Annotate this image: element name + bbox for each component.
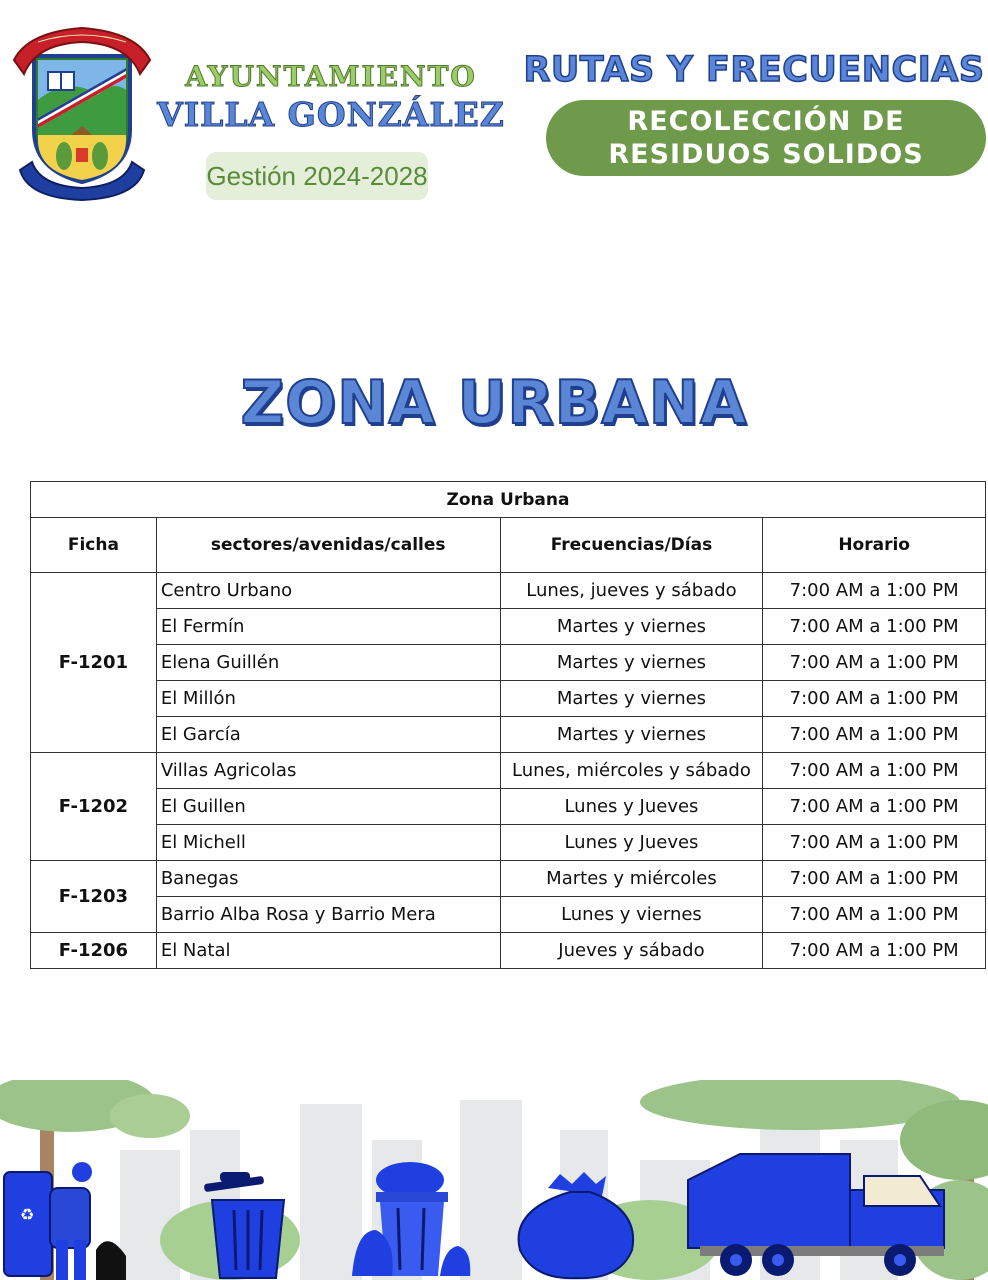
- frecuencia-cell: Lunes y viernes: [500, 897, 763, 933]
- table-row: [31, 573, 986, 609]
- table-row: [31, 753, 986, 789]
- servicio-line-2: RESIDUOS SOLIDOS: [608, 139, 924, 170]
- frecuencia-cell: Lunes, miércoles y sábado: [500, 753, 763, 789]
- frecuencia-cell: Martes y miércoles: [500, 861, 763, 897]
- sector-cell: El Guillen: [156, 789, 500, 825]
- table-row: [31, 825, 986, 861]
- horario-cell: 7:00 AM a 1:00 PM: [763, 609, 986, 645]
- ficha-cell: F-1206: [31, 933, 157, 969]
- sector-cell: Barrio Alba Rosa y Barrio Mera: [156, 897, 500, 933]
- sector-cell: El Millón: [156, 681, 500, 717]
- ficha-cell: F-1203: [31, 861, 157, 933]
- ficha-cell: F-1201: [31, 573, 157, 753]
- sector-cell: El Michell: [156, 825, 500, 861]
- frecuencia-cell: Martes y viernes: [500, 645, 763, 681]
- horario-cell: 7:00 AM a 1:00 PM: [763, 861, 986, 897]
- frecuencia-cell: Martes y viernes: [500, 717, 763, 753]
- sector-cell: El Natal: [156, 933, 500, 969]
- recycling-illustration: [0, 1080, 988, 1280]
- sector-cell: Centro Urbano: [156, 573, 500, 609]
- table-row: [31, 933, 986, 969]
- table-row: [31, 717, 986, 753]
- table-row: [31, 789, 986, 825]
- horario-cell: 7:00 AM a 1:00 PM: [763, 897, 986, 933]
- servicio-line-1: RECOLECCIÓN DE: [627, 106, 905, 137]
- horario-cell: 7:00 AM a 1:00 PM: [763, 717, 986, 753]
- table-row: [31, 609, 986, 645]
- table-row: [31, 861, 986, 897]
- ayuntamiento-heading: [150, 60, 512, 134]
- horario-cell: 7:00 AM a 1:00 PM: [763, 753, 986, 789]
- horario-cell: 7:00 AM a 1:00 PM: [763, 645, 986, 681]
- ayuntamiento-label: AYUNTAMIENTO: [185, 60, 477, 93]
- table-caption: Zona Urbana: [31, 482, 986, 518]
- horario-cell: 7:00 AM a 1:00 PM: [763, 933, 986, 969]
- sector-cell: El García: [156, 717, 500, 753]
- horario-cell: 7:00 AM a 1:00 PM: [763, 681, 986, 717]
- horario-cell: 7:00 AM a 1:00 PM: [763, 825, 986, 861]
- table-row: [31, 681, 986, 717]
- rutas-title: RUTAS Y FRECUENCIAS: [523, 50, 985, 90]
- column-header-ficha: Ficha: [31, 518, 157, 573]
- frecuencia-cell: Martes y viernes: [500, 609, 763, 645]
- horario-cell: 7:00 AM a 1:00 PM: [763, 573, 986, 609]
- frecuencia-cell: Lunes y Jueves: [500, 789, 763, 825]
- servicio-pill: [546, 100, 986, 176]
- sector-cell: Banegas: [156, 861, 500, 897]
- municipal-logo: [8, 20, 156, 202]
- zone-title: ZONA URBANA: [240, 368, 748, 438]
- routes-table: [30, 481, 986, 969]
- horario-cell: 7:00 AM a 1:00 PM: [763, 789, 986, 825]
- frecuencia-cell: Lunes, jueves y sábado: [500, 573, 763, 609]
- garbage-bag-icon: [519, 1172, 634, 1278]
- table-row: [31, 645, 986, 681]
- sector-cell: Elena Guillén: [156, 645, 500, 681]
- municipio-name: VILLA GONZÁLEZ: [157, 95, 505, 134]
- ficha-cell: F-1202: [31, 753, 157, 861]
- table-row: [31, 897, 986, 933]
- frecuencia-cell: Martes y viernes: [500, 681, 763, 717]
- svg-text:♻: ♻: [20, 1207, 35, 1224]
- sector-cell: El Fermín: [156, 609, 500, 645]
- gestion-badge: Gestión 2024-2028: [206, 152, 428, 200]
- worker-icon: [4, 1162, 126, 1280]
- frecuencia-cell: Jueves y sábado: [500, 933, 763, 969]
- column-header-horario: Horario: [763, 518, 986, 573]
- overflowing-bin-icon: [352, 1162, 470, 1276]
- column-header-sectores: sectores/avenidas/calles: [156, 518, 500, 573]
- column-header-frecuencias: Frecuencias/Días: [500, 518, 763, 573]
- frecuencia-cell: Lunes y Jueves: [500, 825, 763, 861]
- sector-cell: Villas Agricolas: [156, 753, 500, 789]
